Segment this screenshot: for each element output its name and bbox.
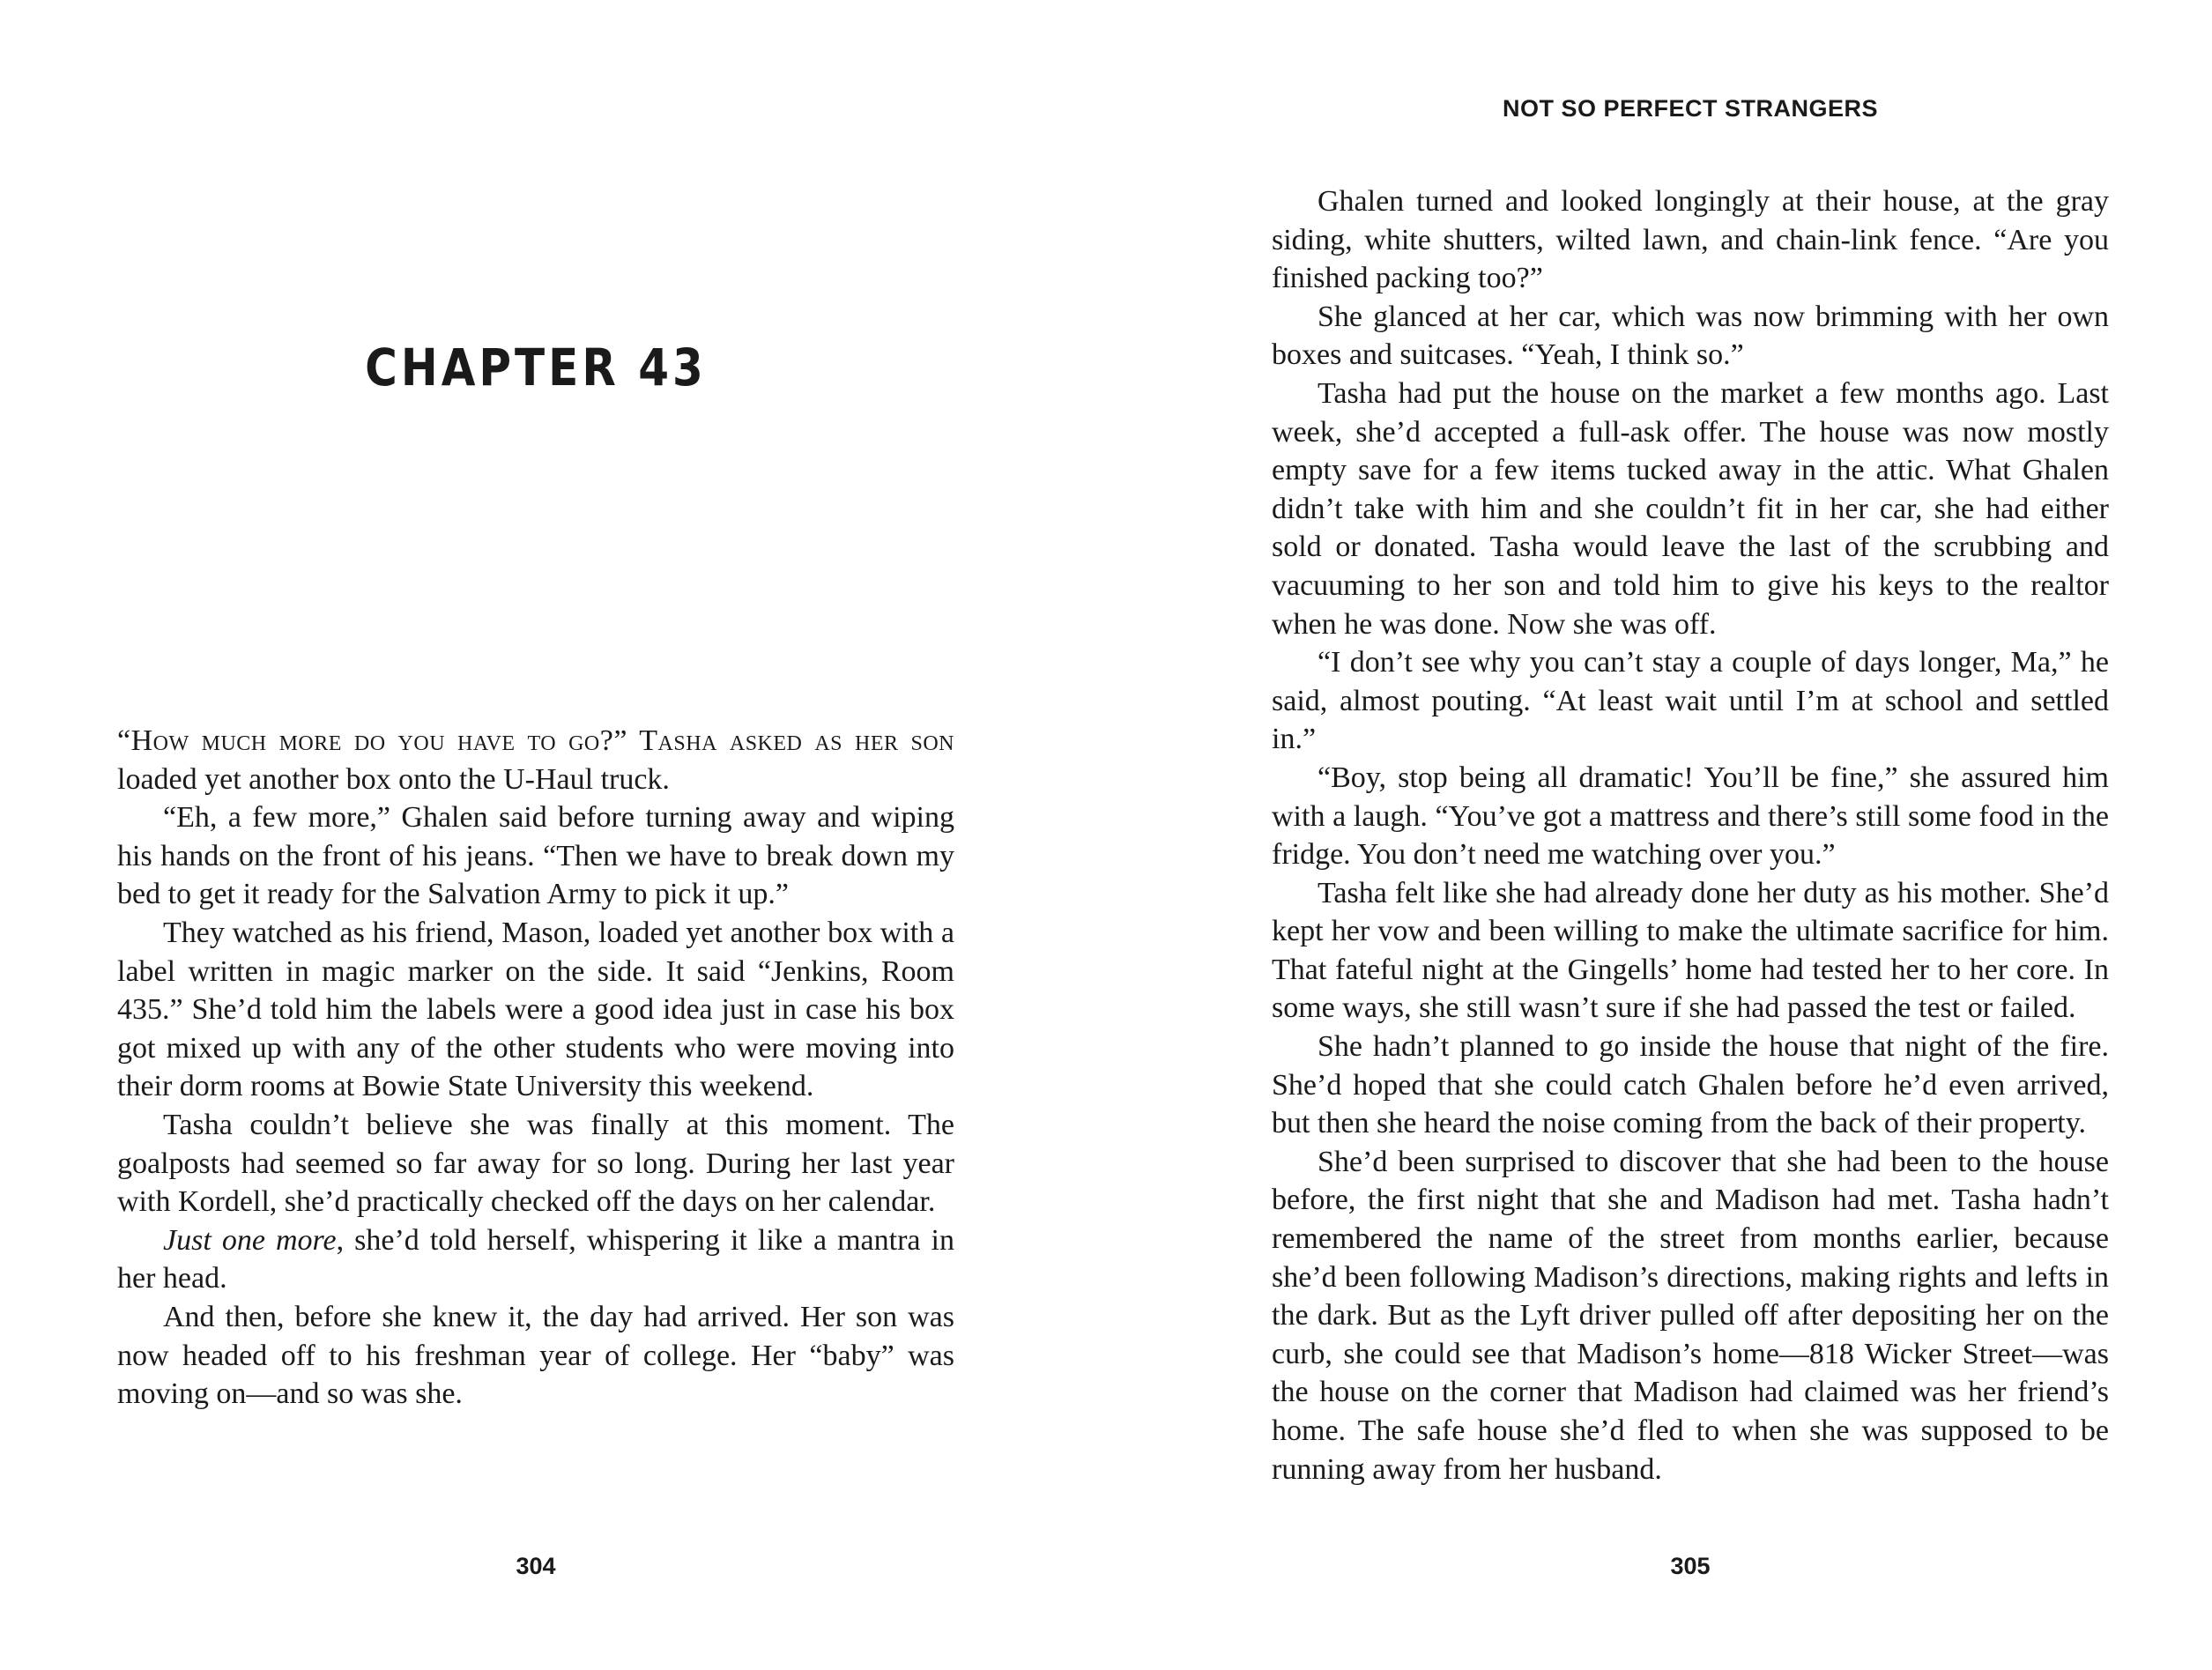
right-page (1272, 0, 2109, 1670)
paragraph: She glanced at her car, which was now brimming with her own boxes and suitcases. “Yeah, I think so.” (1272, 300, 2109, 372)
paragraph: They watched as his friend, Mason, loaded yet another box with a label written in magic marker on the side. It said “Jenkins, Room 435.” She’d told him the labels were a good idea just in case his box got mixed up with any of the other students who were moving into their dorm rooms at Bowie State University this weekend. (117, 916, 954, 1103)
italic-continuation: , she’d told herself, whispering it like a mantra in her head. (117, 1223, 954, 1295)
paragraph: Tasha had put the house on the market a few months ago. Last week, she’d accepted a full-ask offer. The house was now mostly empty save for a few items tucked away in the attic. What Ghalen didn’t take with him and she couldn’t fit in her car, she had either sold or donated. Tasha would leave the last of the scrubbing and vacuuming to her son and told him to give his keys to the realtor when he was done. Now she was off. (1272, 376, 2109, 641)
left-page-body (117, 722, 954, 1414)
paragraph: And then, before she knew it, the day had arrived. Her son was now headed off to his freshman year of college. Her “baby” was moving on—and so was she. (117, 1300, 954, 1411)
paragraph: Tasha felt like she had already done her duty as his mother. She’d kept her vow and been willing to make the ultimate sacrifice for him. That fateful night at the Gingells’ home had tested her to her core. In some ways, she still wasn’t sure if she had passed the test or failed. (1272, 876, 2109, 1025)
paragraph: She hadn’t planned to go inside the house that night of the fire. She’d hoped that she could catch Ghalen before he’d even arrived, but then she heard the noise coming from the back of their property. (1272, 1030, 2109, 1140)
chapter-title: CHAPTER 43 (365, 338, 707, 397)
paragraph: “Boy, stop being all dramatic! You’ll be fine,” she assured him with a laugh. “You’ve got a mattress and there’s still some food in the fridge. You don’t need me watching over you.” (1272, 761, 2109, 872)
running-head: NOT SO PERFECT STRANGERS (1502, 95, 1879, 122)
italic-phrase: Just one more (163, 1223, 337, 1257)
paragraph (117, 722, 954, 798)
paragraph: Tasha couldn’t believe she was finally at this moment. The goalposts had seemed so far away for so long. During her last year with Kordell, she’d practically checked off the days on her calendar. (117, 1108, 954, 1219)
opening-continuation: loaded yet another box onto the U-Haul truck. (117, 762, 670, 796)
left-page (117, 0, 954, 1670)
paragraph: She’d been surprised to discover that she had been to the house before, the first night that she and Madison had met. Tasha hadn’t remembered the name of the street from months earlier, because she’d been following Madison’s directions, making rights and lefts in the dark. But as the Lyft driver pulled off after depositing her on the curb, she could see that Madison’s home—818 Wicker Street—was the house on the corner that Madison had claimed was her friend’s home. The safe house she’d fled to when she was supposed to be running away from her husband. (1272, 1145, 2109, 1486)
opening-smallcaps: “How much more do you have to go?” Tasha asked as her son (117, 724, 954, 757)
page-number: 305 (1670, 1553, 1711, 1579)
right-page-body (1272, 182, 2109, 1488)
paragraph (117, 1221, 954, 1298)
paragraph: “Eh, a few more,” Ghalen said before turning away and wiping his hands on the front of his jeans. “Then we have to break down my bed to get it ready for the Salvation Army to pick it up.” (117, 801, 954, 911)
page-number: 304 (516, 1553, 556, 1579)
paragraph: Ghalen turned and looked longingly at their house, at the gray siding, white shutters, wilted lawn, and chain-link fence. “Are you finished packing too?” (1272, 185, 2109, 295)
paragraph: “I don’t see why you can’t stay a couple of days longer, Ma,” he said, almost pouting. “At least wait until I’m at school and settled in.” (1272, 646, 2109, 756)
